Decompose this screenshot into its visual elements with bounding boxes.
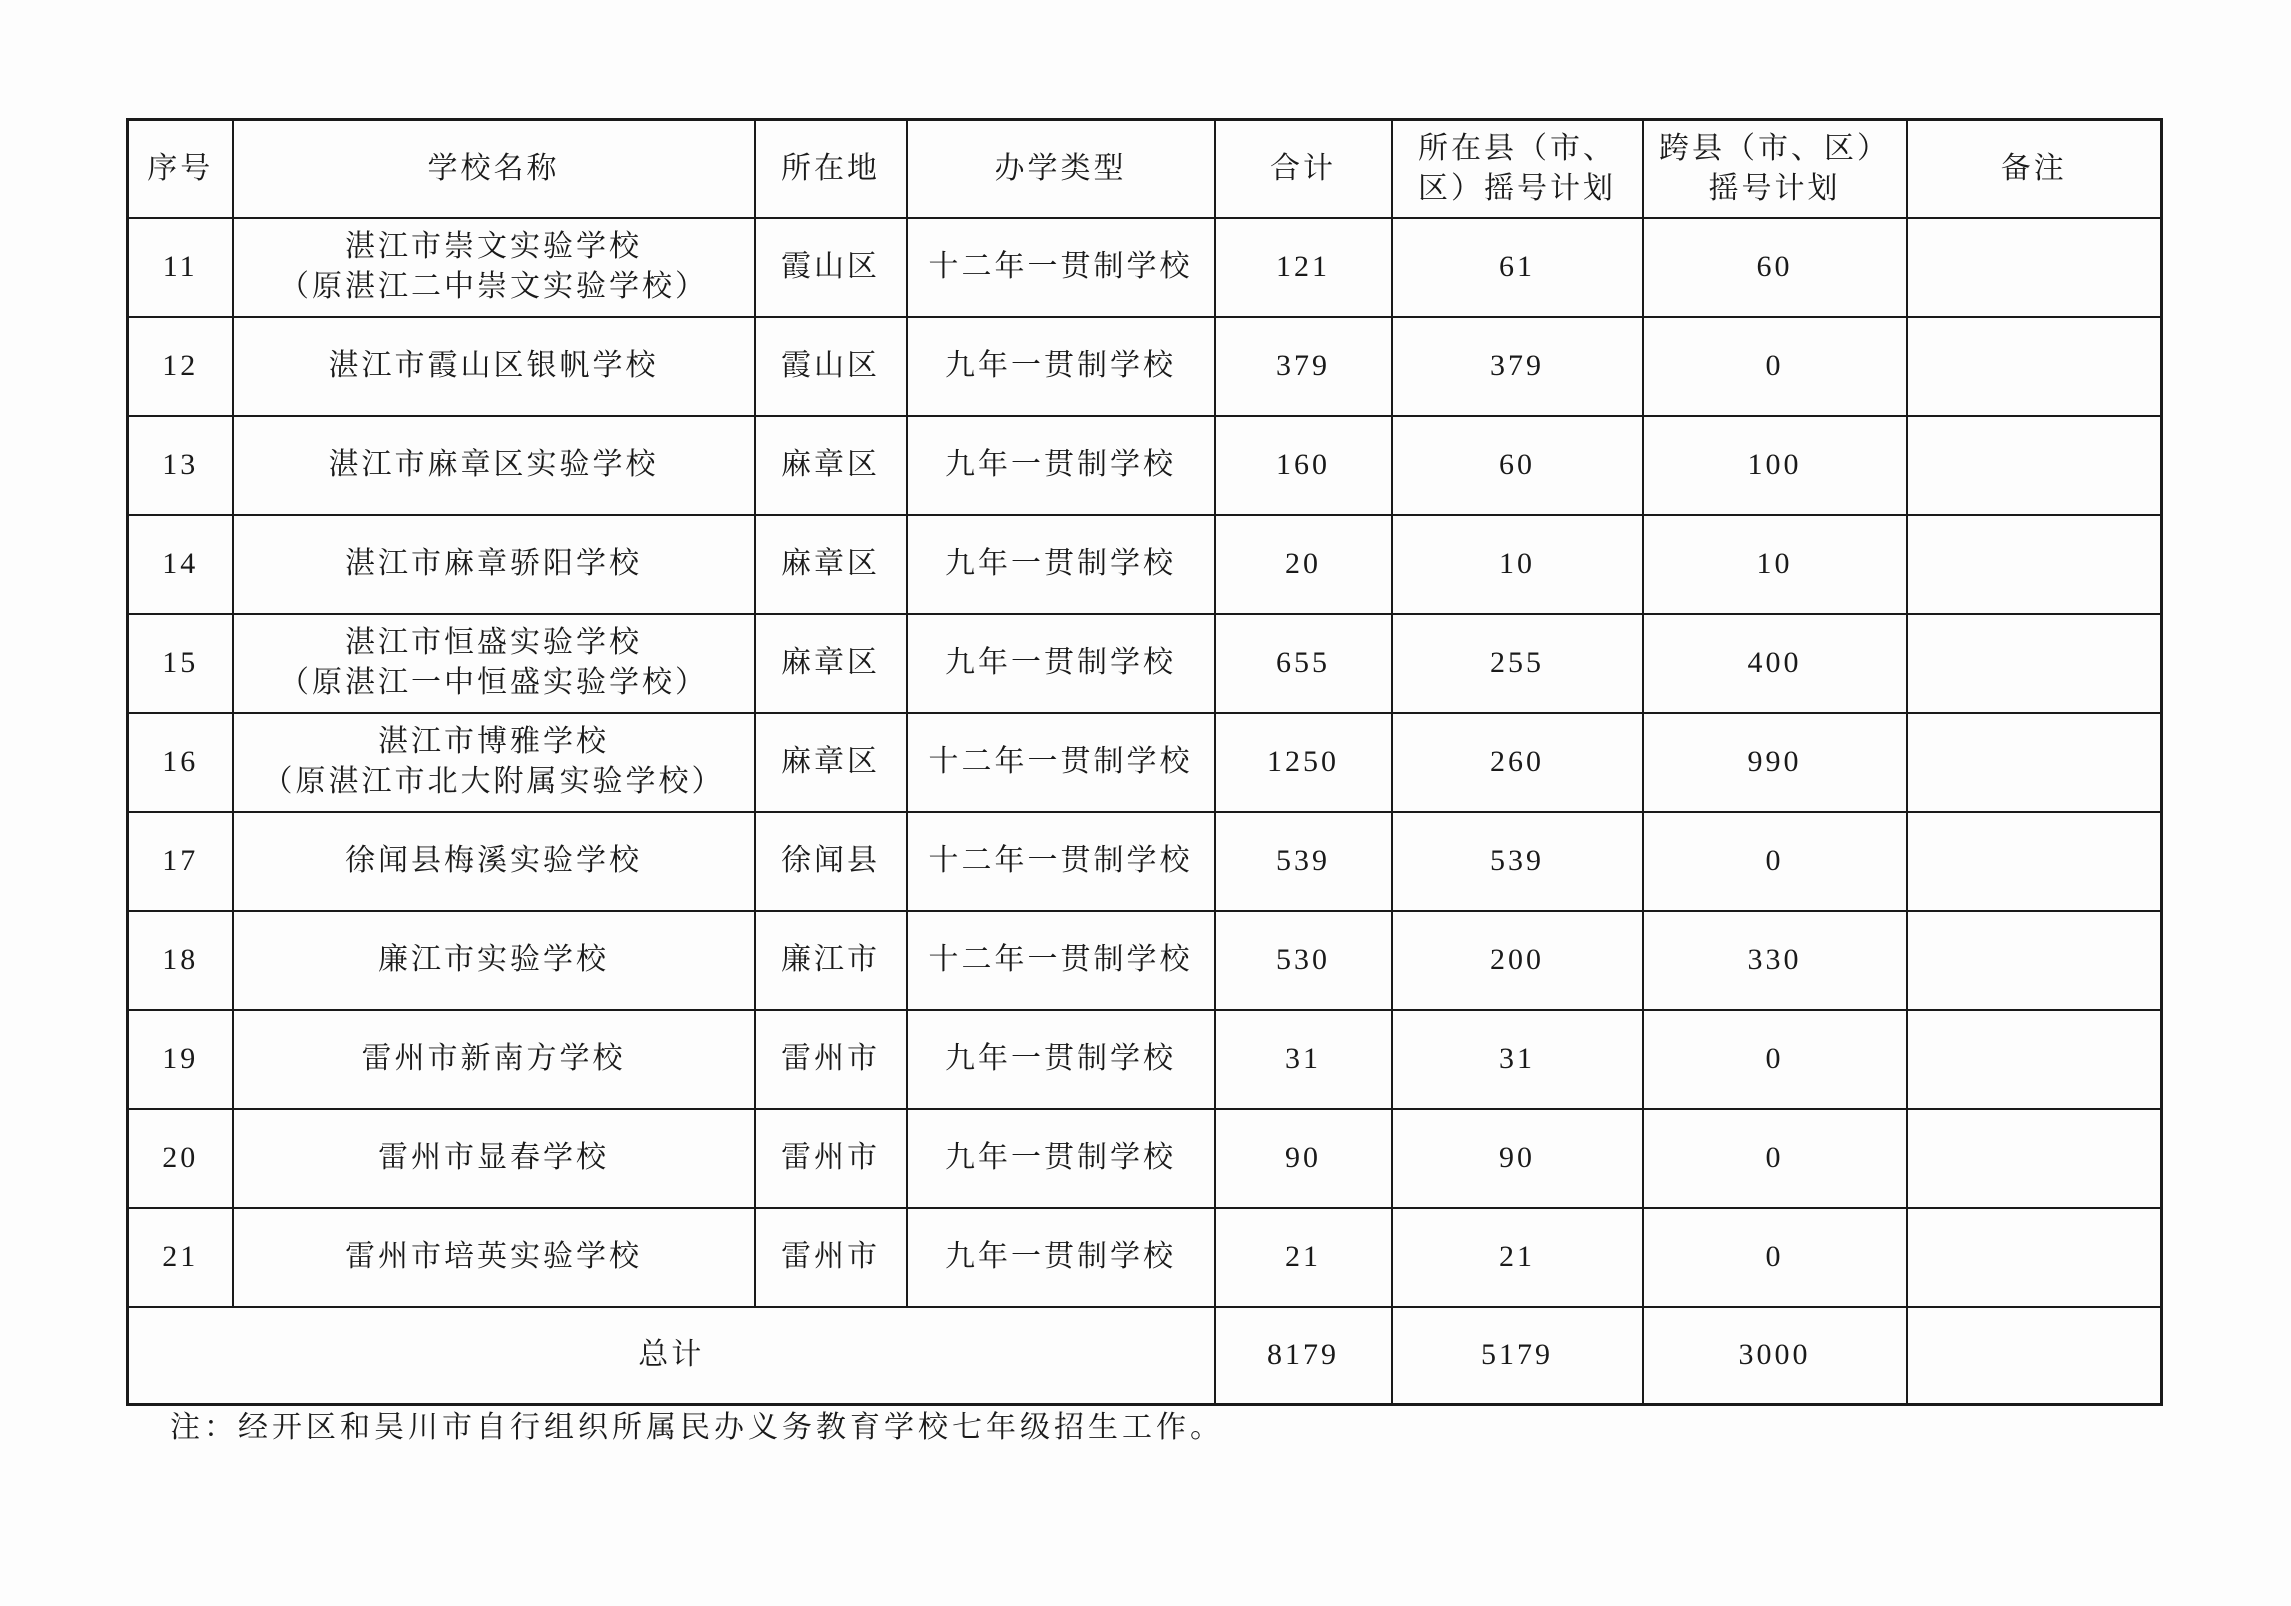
row-location: 麻章区 bbox=[755, 713, 907, 812]
row-seq: 11 bbox=[128, 218, 233, 317]
table-row bbox=[128, 317, 2162, 416]
table-row bbox=[128, 218, 2162, 317]
row-cross-plan: 0 bbox=[1643, 1010, 1907, 1109]
row-local-plan: 200 bbox=[1392, 911, 1643, 1010]
header-cross-line1: 跨县（市、区） bbox=[1659, 130, 1890, 166]
school-name-line1: 湛江市恒盛实验学校 bbox=[345, 625, 642, 660]
row-seq: 16 bbox=[128, 713, 233, 812]
table-row bbox=[128, 911, 2162, 1010]
school-name-line2: （原湛江市北大附属实验学校） bbox=[262, 764, 725, 799]
row-school-type: 九年一贯制学校 bbox=[907, 614, 1215, 713]
header-location: 所在地 bbox=[755, 120, 907, 218]
row-school-name bbox=[233, 515, 755, 614]
school-name-line1: 湛江市麻章区实验学校 bbox=[328, 447, 659, 482]
table-header bbox=[128, 120, 2162, 218]
row-school-name bbox=[233, 614, 755, 713]
row-total: 160 bbox=[1215, 416, 1392, 515]
row-local-plan: 90 bbox=[1392, 1109, 1643, 1208]
row-location: 麻章区 bbox=[755, 416, 907, 515]
footnote: 注：经开区和吴川市自行组织所属民办义务教育学校七年级招生工作。 bbox=[170, 1410, 1224, 1445]
header-local-line2: 区）摇号计划 bbox=[1418, 170, 1616, 206]
row-school-type: 十二年一贯制学校 bbox=[907, 911, 1215, 1010]
row-school-type: 九年一贯制学校 bbox=[907, 515, 1215, 614]
row-school-name bbox=[233, 713, 755, 812]
row-cross-plan: 100 bbox=[1643, 416, 1907, 515]
row-remark bbox=[1907, 317, 2162, 416]
row-cross-plan: 0 bbox=[1643, 1208, 1907, 1307]
row-location: 霞山区 bbox=[755, 218, 907, 317]
row-school-type: 九年一贯制学校 bbox=[907, 317, 1215, 416]
row-school-type: 十二年一贯制学校 bbox=[907, 812, 1215, 911]
row-total: 379 bbox=[1215, 317, 1392, 416]
school-name-line1: 湛江市博雅学校 bbox=[378, 724, 609, 759]
row-cross-plan: 400 bbox=[1643, 614, 1907, 713]
row-total: 539 bbox=[1215, 812, 1392, 911]
row-school-type: 九年一贯制学校 bbox=[907, 1208, 1215, 1307]
row-remark bbox=[1907, 713, 2162, 812]
row-seq: 15 bbox=[128, 614, 233, 713]
header-remark: 备注 bbox=[1907, 120, 2162, 218]
school-name-line1: 雷州市新南方学校 bbox=[361, 1041, 626, 1076]
row-total: 1250 bbox=[1215, 713, 1392, 812]
school-name-line1: 湛江市麻章骄阳学校 bbox=[345, 546, 642, 581]
table-row bbox=[128, 812, 2162, 911]
row-location: 雷州市 bbox=[755, 1109, 907, 1208]
row-seq: 13 bbox=[128, 416, 233, 515]
header-local-lottery-plan bbox=[1392, 120, 1643, 218]
row-local-plan: 61 bbox=[1392, 218, 1643, 317]
row-remark bbox=[1907, 1109, 2162, 1208]
row-remark bbox=[1907, 218, 2162, 317]
row-local-plan: 60 bbox=[1392, 416, 1643, 515]
school-name-line1: 湛江市霞山区银帆学校 bbox=[328, 348, 659, 383]
row-school-type: 十二年一贯制学校 bbox=[907, 218, 1215, 317]
school-name-line2: （原湛江二中崇文实验学校） bbox=[279, 269, 708, 304]
row-cross-plan: 330 bbox=[1643, 911, 1907, 1010]
row-total: 20 bbox=[1215, 515, 1392, 614]
row-location: 徐闻县 bbox=[755, 812, 907, 911]
row-school-type: 九年一贯制学校 bbox=[907, 1010, 1215, 1109]
cross-total: 3000 bbox=[1643, 1307, 1907, 1405]
row-local-plan: 21 bbox=[1392, 1208, 1643, 1307]
row-school-name bbox=[233, 812, 755, 911]
row-seq: 21 bbox=[128, 1208, 233, 1307]
header-seq: 序号 bbox=[128, 120, 233, 218]
school-name-line1: 湛江市崇文实验学校 bbox=[345, 229, 642, 264]
row-local-plan: 379 bbox=[1392, 317, 1643, 416]
row-total: 655 bbox=[1215, 614, 1392, 713]
row-school-name bbox=[233, 416, 755, 515]
row-school-name bbox=[233, 1208, 755, 1307]
row-location: 霞山区 bbox=[755, 317, 907, 416]
header-local-line1: 所在县（市、 bbox=[1418, 130, 1616, 166]
total-remark bbox=[1907, 1307, 2162, 1405]
row-remark bbox=[1907, 515, 2162, 614]
total-label: 总计 bbox=[128, 1307, 1215, 1405]
row-seq: 14 bbox=[128, 515, 233, 614]
table-row bbox=[128, 713, 2162, 812]
row-total: 90 bbox=[1215, 1109, 1392, 1208]
row-local-plan: 255 bbox=[1392, 614, 1643, 713]
row-school-name bbox=[233, 218, 755, 317]
row-school-type: 十二年一贯制学校 bbox=[907, 713, 1215, 812]
row-school-name bbox=[233, 1109, 755, 1208]
row-remark bbox=[1907, 911, 2162, 1010]
header-cross-lottery-plan bbox=[1643, 120, 1907, 218]
row-location: 雷州市 bbox=[755, 1208, 907, 1307]
school-name-line1: 徐闻县梅溪实验学校 bbox=[345, 843, 642, 878]
header-school-name: 学校名称 bbox=[233, 120, 755, 218]
row-school-name bbox=[233, 317, 755, 416]
row-location: 雷州市 bbox=[755, 1010, 907, 1109]
row-school-name bbox=[233, 911, 755, 1010]
row-school-name bbox=[233, 1010, 755, 1109]
row-total: 31 bbox=[1215, 1010, 1392, 1109]
row-local-plan: 539 bbox=[1392, 812, 1643, 911]
header-total: 合计 bbox=[1215, 120, 1392, 218]
row-cross-plan: 0 bbox=[1643, 1109, 1907, 1208]
table-row bbox=[128, 1010, 2162, 1109]
header-row bbox=[128, 120, 2162, 218]
row-seq: 19 bbox=[128, 1010, 233, 1109]
row-location: 麻章区 bbox=[755, 515, 907, 614]
row-total: 121 bbox=[1215, 218, 1392, 317]
row-cross-plan: 0 bbox=[1643, 317, 1907, 416]
row-cross-plan: 990 bbox=[1643, 713, 1907, 812]
row-school-type: 九年一贯制学校 bbox=[907, 416, 1215, 515]
row-location: 麻章区 bbox=[755, 614, 907, 713]
row-seq: 20 bbox=[128, 1109, 233, 1208]
table-row bbox=[128, 416, 2162, 515]
row-school-type: 九年一贯制学校 bbox=[907, 1109, 1215, 1208]
row-local-plan: 10 bbox=[1392, 515, 1643, 614]
row-cross-plan: 10 bbox=[1643, 515, 1907, 614]
table-row bbox=[128, 515, 2162, 614]
grand-total: 8179 bbox=[1215, 1307, 1392, 1405]
school-name-line1: 廉江市实验学校 bbox=[378, 942, 609, 977]
row-seq: 17 bbox=[128, 812, 233, 911]
header-school-type: 办学类型 bbox=[907, 120, 1215, 218]
table-row bbox=[128, 1208, 2162, 1307]
row-remark bbox=[1907, 416, 2162, 515]
row-total: 21 bbox=[1215, 1208, 1392, 1307]
row-location: 廉江市 bbox=[755, 911, 907, 1010]
row-total: 530 bbox=[1215, 911, 1392, 1010]
row-remark bbox=[1907, 1208, 2162, 1307]
row-seq: 18 bbox=[128, 911, 233, 1010]
school-name-line1: 雷州市显春学校 bbox=[378, 1140, 609, 1175]
header-cross-line2: 摇号计划 bbox=[1708, 170, 1841, 206]
table-row bbox=[128, 614, 2162, 713]
row-remark bbox=[1907, 1010, 2162, 1109]
row-remark bbox=[1907, 812, 2162, 911]
row-remark bbox=[1907, 614, 2162, 713]
enrollment-plan-table bbox=[126, 118, 2163, 1406]
table-footer bbox=[128, 1307, 2162, 1405]
local-total: 5179 bbox=[1392, 1307, 1643, 1405]
school-name-line1: 雷州市培英实验学校 bbox=[345, 1239, 642, 1274]
total-row bbox=[128, 1307, 2162, 1405]
row-local-plan: 31 bbox=[1392, 1010, 1643, 1109]
row-cross-plan: 60 bbox=[1643, 218, 1907, 317]
row-local-plan: 260 bbox=[1392, 713, 1643, 812]
row-seq: 12 bbox=[128, 317, 233, 416]
table-body bbox=[128, 218, 2162, 1307]
row-cross-plan: 0 bbox=[1643, 812, 1907, 911]
school-name-line2: （原湛江一中恒盛实验学校） bbox=[279, 665, 708, 700]
table-row bbox=[128, 1109, 2162, 1208]
